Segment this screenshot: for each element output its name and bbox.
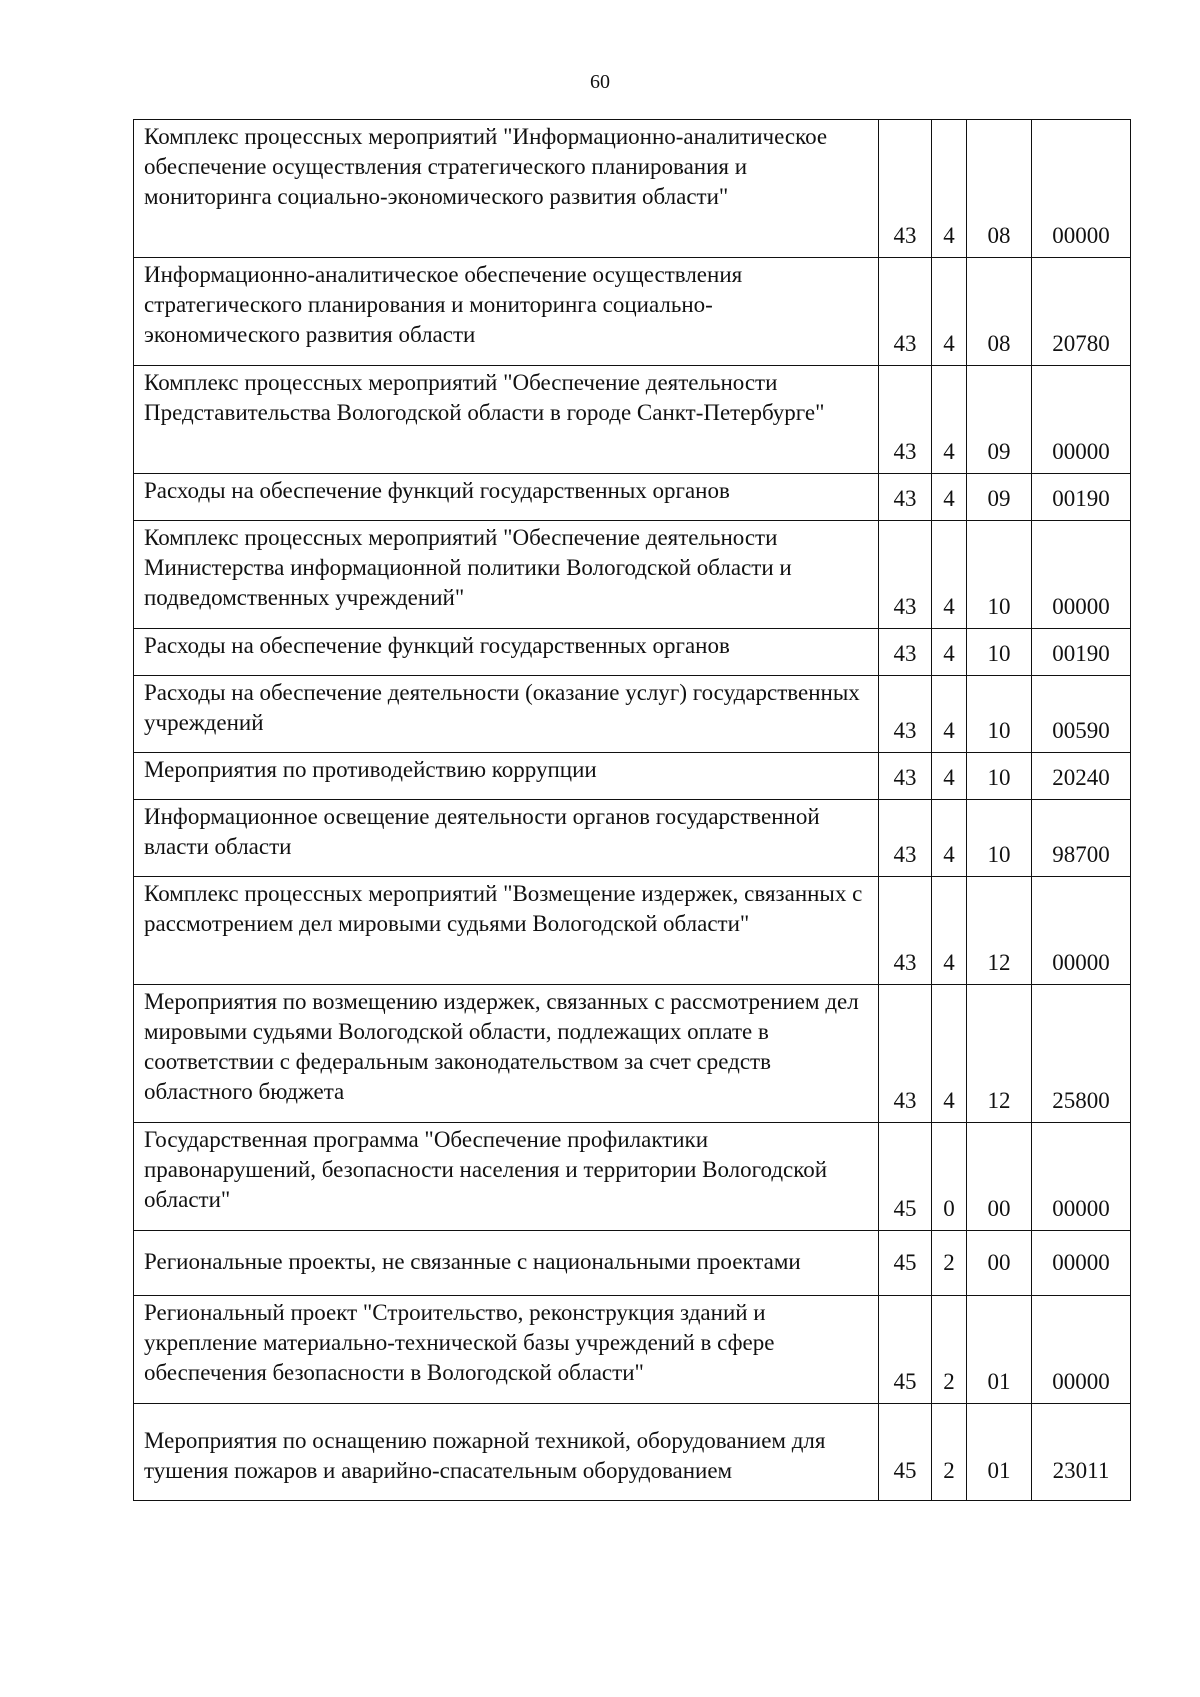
row-description: Комплекс процессных мероприятий "Информационно-аналитическое обеспечение осуществления стратегического планирования и мониторинга социально-экономического развития области": [134, 120, 879, 258]
expense-direction-cell: 00190: [1032, 474, 1131, 521]
structural-element-cell: 10: [967, 800, 1032, 877]
row-description: Информационно-аналитическое обеспечение осуществления стратегического планирования и мониторинга социально-экономического развития области: [134, 258, 879, 366]
program-code-cell: 45: [879, 1404, 932, 1501]
expense-direction-cell: 00190: [1032, 629, 1131, 676]
row-description: Региональные проекты, не связанные с национальными проектами: [134, 1231, 879, 1296]
expense-direction-cell: 00000: [1032, 877, 1131, 985]
subprogram-type-cell: 4: [932, 366, 967, 474]
row-description: Мероприятия по оснащению пожарной техникой, оборудованием для тушения пожаров и аварийно-спасательным оборудованием: [134, 1404, 879, 1501]
table-row: [134, 1404, 1131, 1501]
program-code-cell: 43: [879, 474, 932, 521]
table-row: [134, 753, 1131, 800]
subprogram-type-cell: 2: [932, 1404, 967, 1501]
expense-direction-cell: 00000: [1032, 1296, 1131, 1404]
expense-direction-cell: 20780: [1032, 258, 1131, 366]
structural-element-cell: 01: [967, 1296, 1032, 1404]
row-description: Региональный проект "Строительство, реконструкция зданий и укрепление материально-технической базы учреждений в сфере обеспечения безопасности в Вологодской области": [134, 1296, 879, 1404]
row-description: Информационное освещение деятельности органов государственной власти области: [134, 800, 879, 877]
row-description: Государственная программа "Обеспечение профилактики правонарушений, безопасности населения и территории Вологодской области": [134, 1123, 879, 1231]
table-row: [134, 366, 1131, 474]
program-code-cell: 43: [879, 753, 932, 800]
subprogram-type-cell: 4: [932, 521, 967, 629]
structural-element-cell: 00: [967, 1123, 1032, 1231]
subprogram-type-cell: 2: [932, 1231, 967, 1296]
program-code-cell: 45: [879, 1296, 932, 1404]
subprogram-type-cell: 2: [932, 1296, 967, 1404]
table-row: [134, 1123, 1131, 1231]
table-row: [134, 258, 1131, 366]
subprogram-type-cell: 4: [932, 877, 967, 985]
structural-element-cell: 12: [967, 877, 1032, 985]
program-code-cell: 45: [879, 1123, 932, 1231]
table-row: [134, 120, 1131, 258]
row-description: Расходы на обеспечение функций государственных органов: [134, 474, 879, 521]
subprogram-type-cell: 4: [932, 753, 967, 800]
table-row: [134, 474, 1131, 521]
expense-direction-cell: 00000: [1032, 521, 1131, 629]
structural-element-cell: 00: [967, 1231, 1032, 1296]
row-description: Мероприятия по возмещению издержек, связанных с рассмотрением дел мировыми судьями Вологодской области, подлежащих оплате в соответствии с федеральным законодательством за счет средств областного бюджета: [134, 985, 879, 1123]
structural-element-cell: 10: [967, 629, 1032, 676]
program-code-cell: 43: [879, 985, 932, 1123]
expense-direction-cell: 00000: [1032, 1231, 1131, 1296]
expense-direction-cell: 20240: [1032, 753, 1131, 800]
subprogram-type-cell: 4: [932, 474, 967, 521]
expense-direction-cell: 00590: [1032, 676, 1131, 753]
table-row: [134, 985, 1131, 1123]
subprogram-type-cell: 4: [932, 676, 967, 753]
structural-element-cell: 10: [967, 676, 1032, 753]
structural-element-cell: 09: [967, 366, 1032, 474]
program-code-cell: 45: [879, 1231, 932, 1296]
subprogram-type-cell: 4: [932, 629, 967, 676]
table-row: [134, 676, 1131, 753]
expense-direction-cell: 00000: [1032, 1123, 1131, 1231]
structural-element-cell: 10: [967, 753, 1032, 800]
subprogram-type-cell: 4: [932, 985, 967, 1123]
expense-direction-cell: 98700: [1032, 800, 1131, 877]
table-row: [134, 1296, 1131, 1404]
program-code-cell: 43: [879, 800, 932, 877]
program-code-cell: 43: [879, 521, 932, 629]
subprogram-type-cell: 4: [932, 800, 967, 877]
structural-element-cell: 08: [967, 120, 1032, 258]
row-description: Комплекс процессных мероприятий "Обеспечение деятельности Представительства Вологодской области в городе Санкт-Петербурге": [134, 366, 879, 474]
program-code-cell: 43: [879, 676, 932, 753]
row-description: Расходы на обеспечение функций государственных органов: [134, 629, 879, 676]
expense-direction-cell: 00000: [1032, 120, 1131, 258]
program-code-cell: 43: [879, 120, 932, 258]
structural-element-cell: 08: [967, 258, 1032, 366]
structural-element-cell: 12: [967, 985, 1032, 1123]
structural-element-cell: 01: [967, 1404, 1032, 1501]
program-code-cell: 43: [879, 366, 932, 474]
budget-classification-table: [133, 119, 1131, 1501]
subprogram-type-cell: 0: [932, 1123, 967, 1231]
table-row: [134, 521, 1131, 629]
table-row: [134, 800, 1131, 877]
expense-direction-cell: 00000: [1032, 366, 1131, 474]
program-code-cell: 43: [879, 877, 932, 985]
subprogram-type-cell: 4: [932, 120, 967, 258]
table-row: [134, 877, 1131, 985]
page-number: 60: [590, 71, 610, 93]
table-row: [134, 629, 1131, 676]
expense-direction-cell: 23011: [1032, 1404, 1131, 1501]
structural-element-cell: 09: [967, 474, 1032, 521]
expense-direction-cell: 25800: [1032, 985, 1131, 1123]
row-description: Мероприятия по противодействию коррупции: [134, 753, 879, 800]
subprogram-type-cell: 4: [932, 258, 967, 366]
row-description: Комплекс процессных мероприятий "Возмещение издержек, связанных с рассмотрением дел мировыми судьями Вологодской области": [134, 877, 879, 985]
program-code-cell: 43: [879, 629, 932, 676]
table-row: [134, 1231, 1131, 1296]
program-code-cell: 43: [879, 258, 932, 366]
row-description: Комплекс процессных мероприятий "Обеспечение деятельности Министерства информационной политики Вологодской области и подведомственных учреждений": [134, 521, 879, 629]
structural-element-cell: 10: [967, 521, 1032, 629]
row-description: Расходы на обеспечение деятельности (оказание услуг) государственных учреждений: [134, 676, 879, 753]
